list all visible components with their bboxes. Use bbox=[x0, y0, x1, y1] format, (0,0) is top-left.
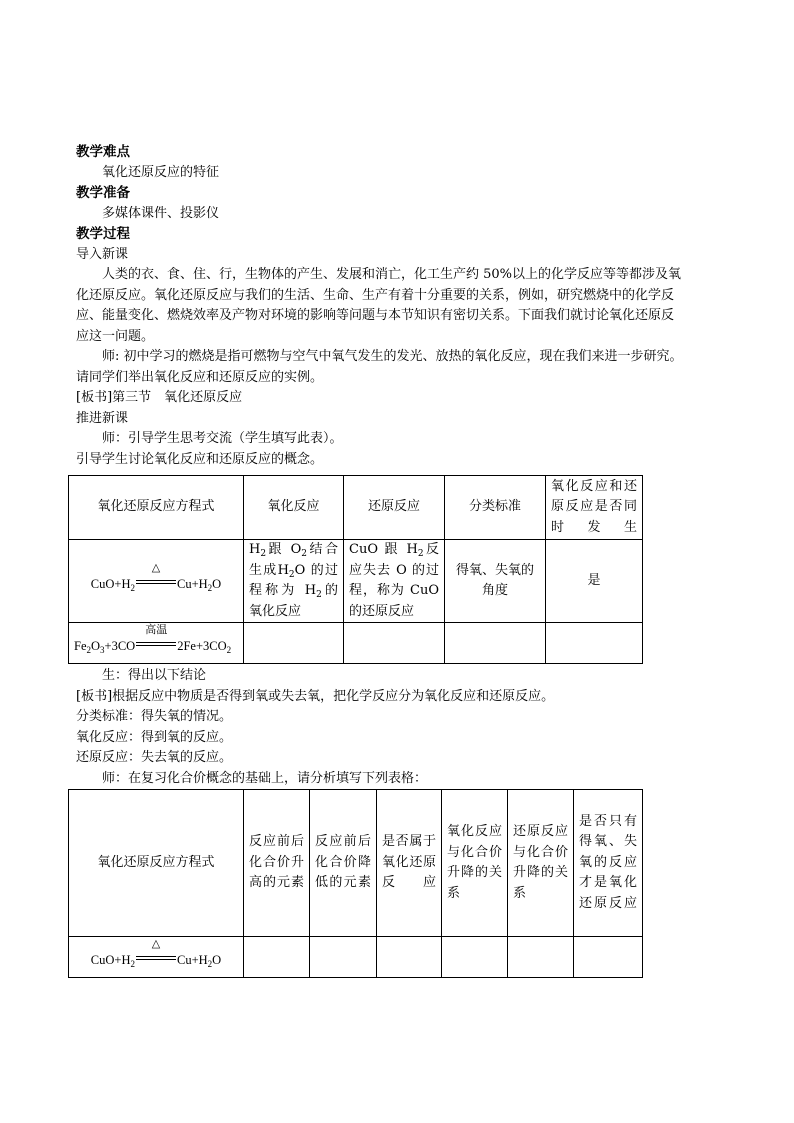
table-row bbox=[69, 540, 643, 623]
guide-discussion: 引导学生讨论氧化反应和还原反应的概念。 bbox=[76, 451, 324, 467]
table-row bbox=[69, 623, 643, 664]
intro-para1-line2: 化还原反应。氧化还原反应与我们的生活、生命、生产有着十分重要的关系，例如，研究燃烧中的化学反 bbox=[76, 287, 675, 303]
teacher-instruction-2: 师：在复习化合价概念的基础上，请分析填写下列表格： bbox=[102, 770, 428, 786]
reduction-description: CuO 跟 $H_2$反 应失去 O 的过 程，称为 CuO 的还原反应 bbox=[344, 540, 445, 623]
table-header-row bbox=[69, 790, 643, 937]
oxidation-description: $H_2$跟 $O_2$结合 生成$H_2O$ 的过 程称为 $H_2$的 氧化反应 bbox=[244, 540, 344, 623]
header-oxidation: 氧化反应 bbox=[244, 476, 344, 540]
header-equation: 氧化还原反应方程式 bbox=[69, 790, 244, 937]
board-section-title: [板书]第三节 氧化还原反应 bbox=[76, 390, 243, 405]
intro-para1-line3: 应、能量变化、燃烧效率及产物对环境的影响等问题与本节知识有密切关系。下面我们就讨论氧化还原反 bbox=[76, 308, 675, 323]
empty-cell[interactable] bbox=[445, 623, 546, 664]
header-reduction-relation: 还原反应与化合价升降的关系 bbox=[508, 790, 574, 937]
empty-cell[interactable] bbox=[244, 937, 310, 978]
table-oxidation-reduction-concepts bbox=[68, 475, 643, 664]
empty-cell[interactable] bbox=[442, 937, 508, 978]
classification-standard-text: 分类标准：得失氧的情况。 bbox=[76, 709, 233, 724]
empty-cell[interactable] bbox=[508, 937, 574, 978]
equation-cuo-h2: $CuO+H_2$ △ $Cu+H_2O$ bbox=[69, 937, 244, 978]
header-simultaneous: 氧化反应和还原反应是否同时发生 bbox=[546, 476, 643, 540]
post-table-text bbox=[76, 666, 720, 789]
empty-cell[interactable] bbox=[344, 623, 445, 664]
teacher-instruction-1: 师：引导学生思考交流（学生填写此表）。 bbox=[102, 431, 343, 446]
equation-cuo-h2: $CuO+H_2$ △ $Cu+H_2O$ bbox=[69, 540, 244, 623]
preparation-text: 多媒体课件、投影仪 bbox=[102, 205, 220, 221]
advance-title: 推进新课 bbox=[76, 410, 129, 426]
student-conclusion: 生：得出以下结论 bbox=[102, 668, 207, 683]
header-equation: 氧化还原反应方程式 bbox=[69, 476, 244, 540]
empty-cell[interactable] bbox=[244, 623, 344, 664]
header-is-redox: 是否属于氧化还原反应 bbox=[377, 790, 442, 937]
heading-process: 教学过程 bbox=[76, 226, 130, 242]
intro-para2-line2: 请同学们举出氧化反应和还原反应的实例。 bbox=[76, 369, 324, 385]
heat-condition-arrow: △ bbox=[136, 568, 176, 590]
oxidation-definition: 氧化反应：得到氧的反应。 bbox=[76, 729, 233, 745]
table-header-row bbox=[69, 476, 643, 540]
reduction-definition: 还原反应：失去氧的反应。 bbox=[76, 750, 233, 765]
empty-cell[interactable] bbox=[310, 937, 377, 978]
heading-difficulty: 教学难点 bbox=[76, 144, 130, 160]
heading-preparation: 教学准备 bbox=[76, 185, 130, 201]
header-valence-down: 反应前后化合价降低的元素 bbox=[310, 790, 377, 937]
difficulty-text: 氧化还原反应的特征 bbox=[102, 164, 220, 180]
table-row bbox=[69, 937, 643, 978]
simultaneous-answer: 是 bbox=[546, 540, 643, 623]
board-classification: [板书]根据反应中物质是否得到氧或失去氧，把化学反应分为氧化反应和还原反应。 bbox=[76, 688, 555, 704]
intro-para2-line1: 师: 初中学习的燃烧是指可燃物与空气中氧气发生的发光、放热的氧化反应，现在我们来进一步研究。 bbox=[102, 349, 683, 364]
classification-standard: 得氧、失氧的 角度 bbox=[445, 540, 546, 623]
header-only-oxygen: 是否只有得氧、失氧的反应才是氧化还原反应 bbox=[574, 790, 643, 937]
header-oxidation-relation: 氧化反应与化合价升降的关系 bbox=[442, 790, 508, 937]
equation-fe2o3-co: $Fe_2O_3+3CO$ 高温 $2Fe+3CO_2$ bbox=[69, 623, 244, 664]
header-reduction: 还原反应 bbox=[344, 476, 445, 540]
empty-cell[interactable] bbox=[574, 937, 643, 978]
intro-title: 导入新课 bbox=[76, 246, 129, 262]
high-temp-condition-arrow: 高温 bbox=[136, 630, 176, 652]
empty-cell[interactable] bbox=[546, 623, 643, 664]
document-body bbox=[76, 142, 720, 470]
header-valence-up: 反应前后化合价升高的元素 bbox=[244, 790, 310, 937]
table-valence-analysis bbox=[68, 789, 643, 978]
intro-para1-line1: 人类的衣、食、住、行，生物体的产生、发展和消亡，化工生产约 50%以上的化学反应等等都涉及氧 bbox=[102, 267, 682, 282]
header-standard: 分类标准 bbox=[445, 476, 546, 540]
intro-para1-line4: 应这一问题。 bbox=[76, 328, 155, 344]
empty-cell[interactable] bbox=[377, 937, 442, 978]
heat-condition-arrow: △ bbox=[136, 944, 176, 966]
